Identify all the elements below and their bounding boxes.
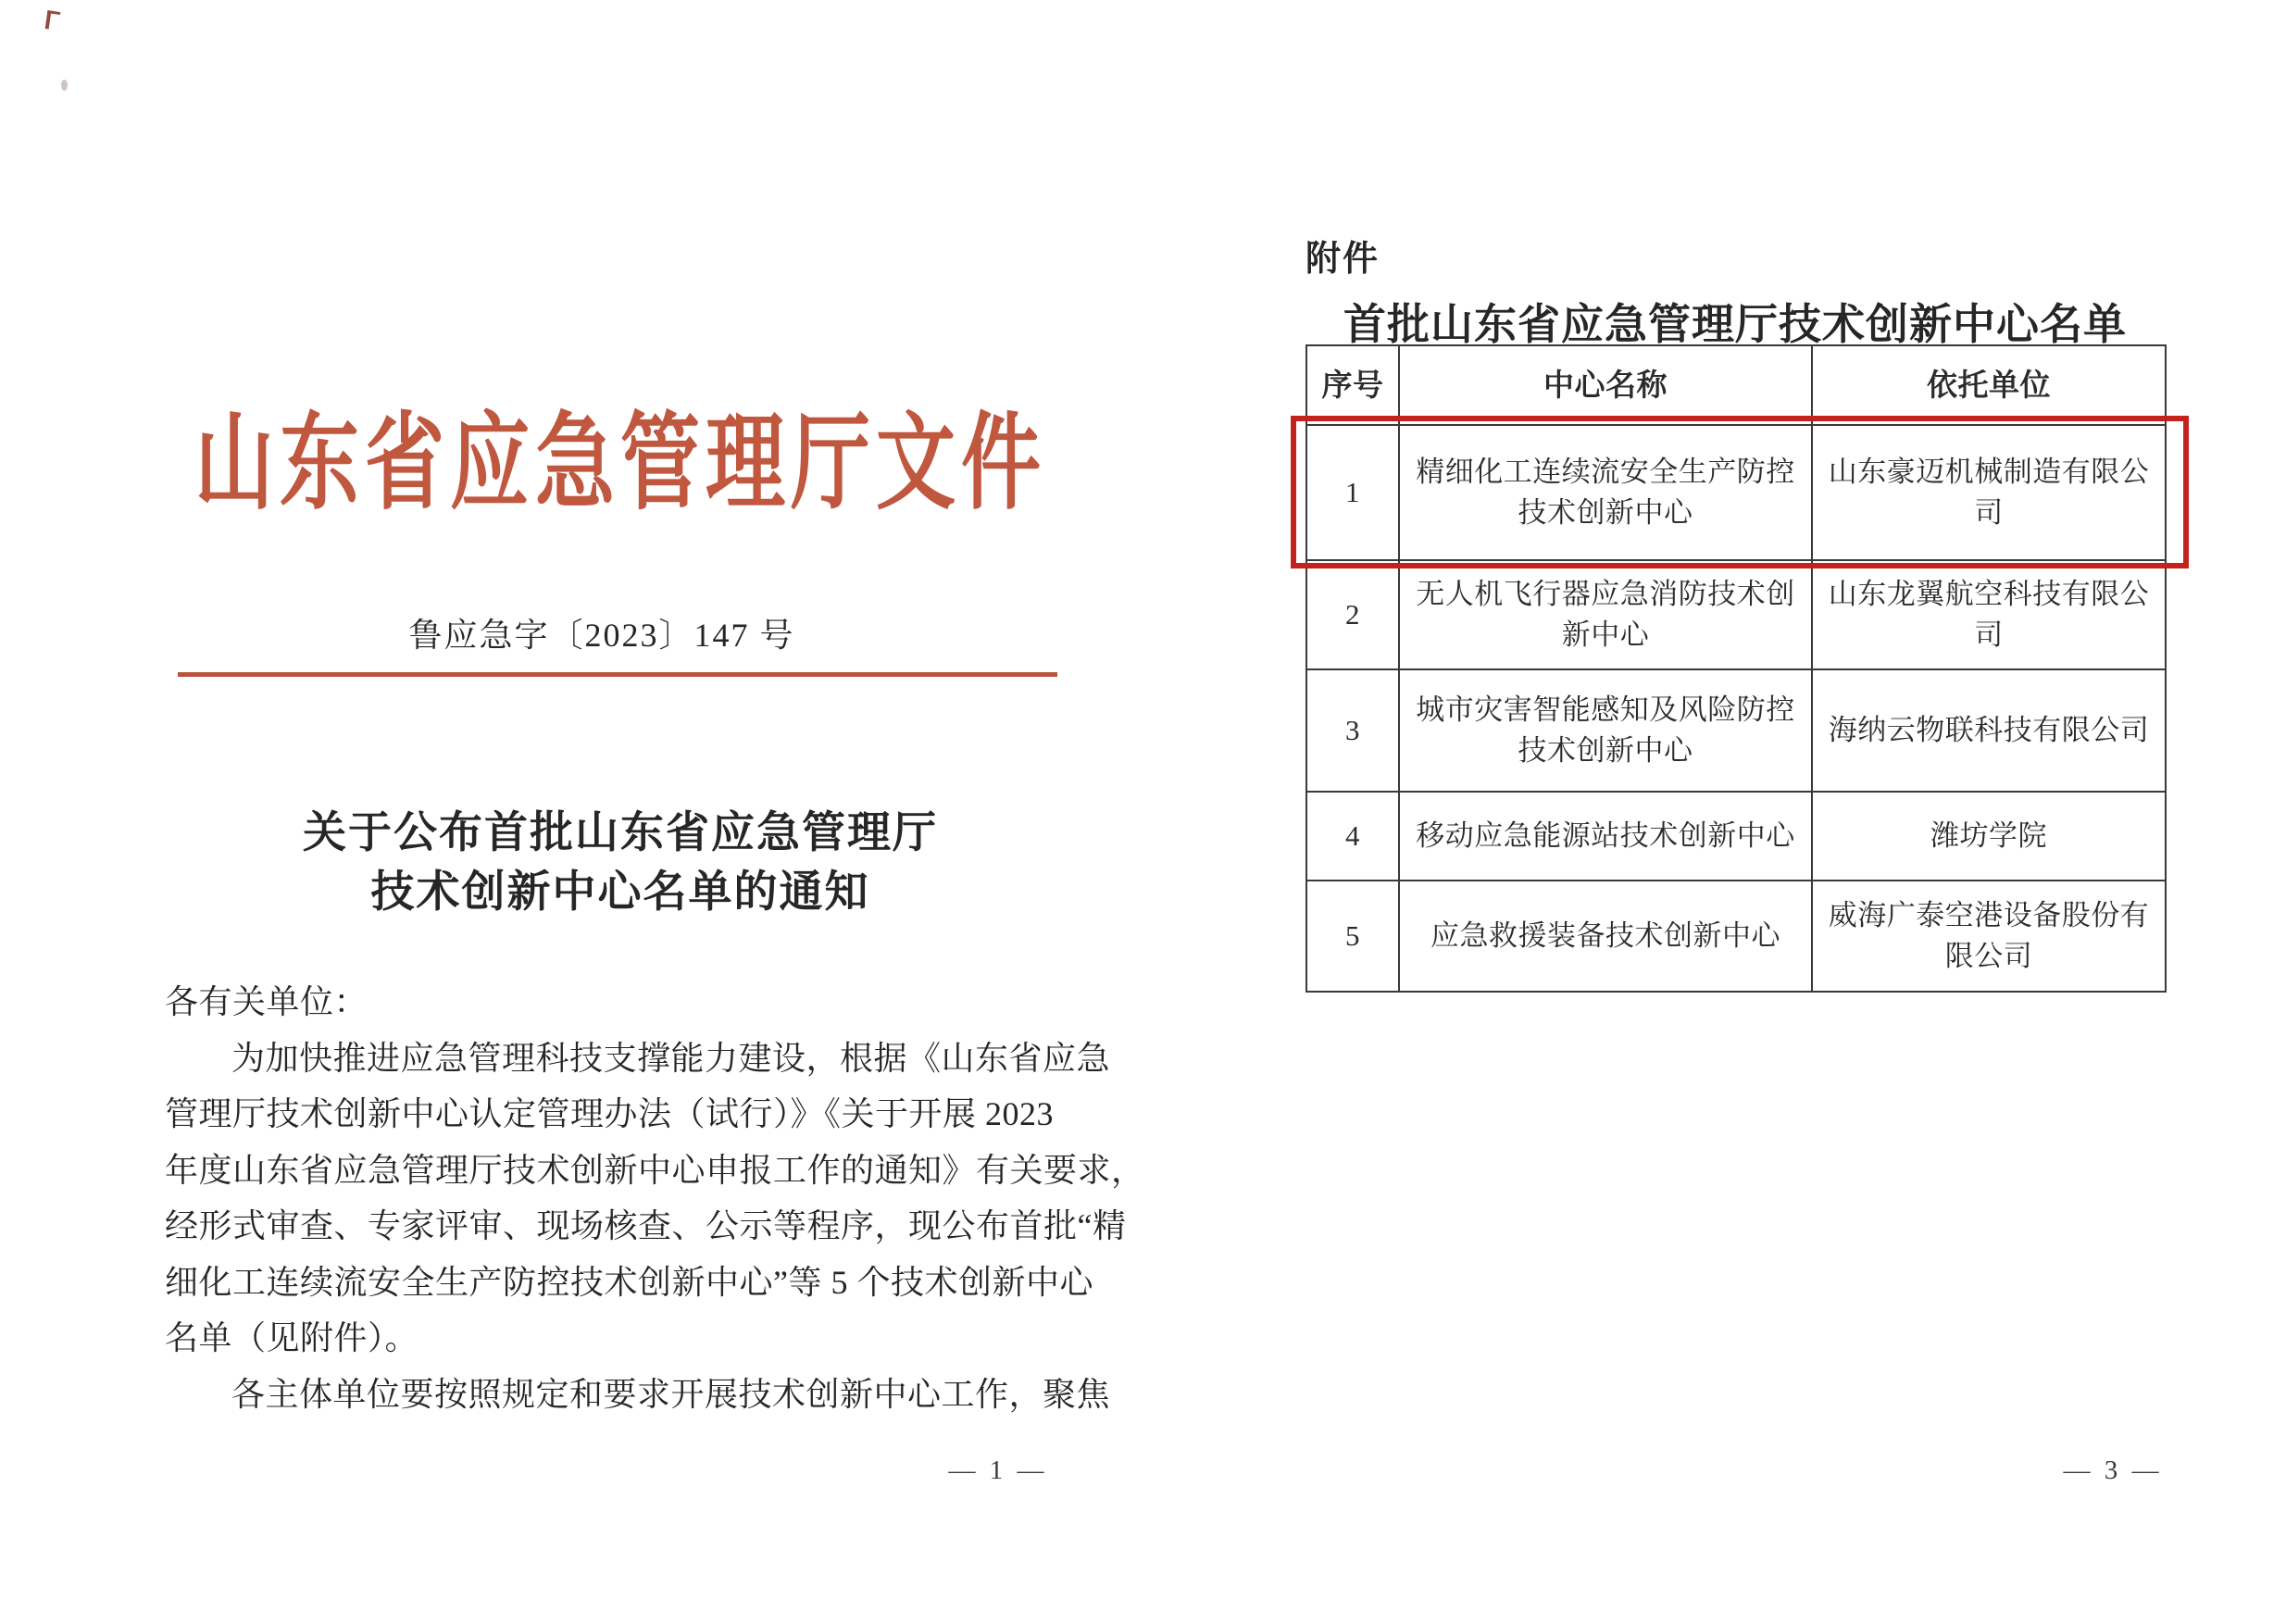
cell-no: 2 — [1306, 560, 1399, 669]
document-number: 鲁应急字〔2023〕147 号 — [408, 617, 795, 654]
letterhead-divider-rule — [178, 672, 1057, 677]
cell-center: 城市灾害智能感知及风险防控技术创新中心 — [1399, 669, 1812, 792]
cell-center: 精细化工连续流安全生产防控技术创新中心 — [1399, 425, 1812, 560]
body-line: 年度山东省应急管理厅技术创新中心申报工作的通知》有关要求， — [165, 1151, 1145, 1189]
page-number-3: — 3 — — [2063, 1455, 2163, 1485]
cell-center: 无人机飞行器应急消防技术创新中心 — [1399, 560, 1812, 669]
cell-org: 潍坊学院 — [1812, 792, 2166, 881]
cell-no: 5 — [1306, 881, 1399, 992]
page-number-1: — 1 — — [948, 1455, 1048, 1485]
body-line: 经形式审查、专家评审、现场核查、公示等程序，现公布首批“精 — [165, 1207, 1127, 1244]
notice-title — [139, 804, 1102, 922]
body-line: 各有关单位： — [165, 983, 369, 1020]
centers-table — [1305, 344, 2167, 993]
header-cell-org: 依托单位 — [1812, 345, 2166, 425]
body-line: 管理厅技术创新中心认定管理办法（试行）》《关于开展 2023 — [165, 1095, 1055, 1132]
notice-title-line2: 技术创新中心名单的通知 — [370, 868, 870, 917]
cell-center: 应急救援装备技术创新中心 — [1399, 881, 1812, 992]
scan-artifact — [45, 10, 61, 31]
header-cell-no: 序号 — [1306, 345, 1399, 425]
cell-org: 山东龙翼航空科技有限公司 — [1812, 560, 2166, 669]
notice-title-line1: 关于公布首批山东省应急管理厅 — [303, 809, 938, 857]
table-row — [1306, 425, 2166, 560]
cell-org: 海纳云物联科技有限公司 — [1812, 669, 2166, 792]
letterhead-title: 山东省应急管理厅文件 — [194, 405, 1046, 522]
body-line: 为加快推进应急管理科技支撑能力建设，根据《山东省应急 — [231, 1039, 1111, 1077]
table-row — [1306, 669, 2166, 792]
attachment-label: 附件 — [1305, 240, 1380, 279]
cell-org: 山东豪迈机械制造有限公司 — [1812, 425, 2166, 560]
scan-artifact — [61, 80, 68, 91]
cell-no: 4 — [1306, 792, 1399, 881]
cell-no: 1 — [1306, 425, 1399, 560]
table-row — [1306, 560, 2166, 669]
table-header-row — [1306, 345, 2166, 425]
body-line: 各主体单位要按照规定和要求开展技术创新中心工作，聚焦 — [231, 1375, 1111, 1413]
cell-no: 3 — [1306, 669, 1399, 792]
cell-org: 威海广泰空港设备股份有限公司 — [1812, 881, 2166, 992]
header-cell-center: 中心名称 — [1399, 345, 1812, 425]
body-line: 名单（见附件）。 — [165, 1319, 419, 1356]
notice-body — [165, 974, 1145, 1422]
cell-center: 移动应急能源站技术创新中心 — [1399, 792, 1812, 881]
table-row — [1306, 881, 2166, 992]
attachment-table-title: 首批山东省应急管理厅技术创新中心名单 — [1343, 301, 2127, 348]
body-line: 细化工连续流安全生产防控技术创新中心”等 5 个技术创新中心 — [165, 1263, 1093, 1301]
table-row — [1306, 792, 2166, 881]
